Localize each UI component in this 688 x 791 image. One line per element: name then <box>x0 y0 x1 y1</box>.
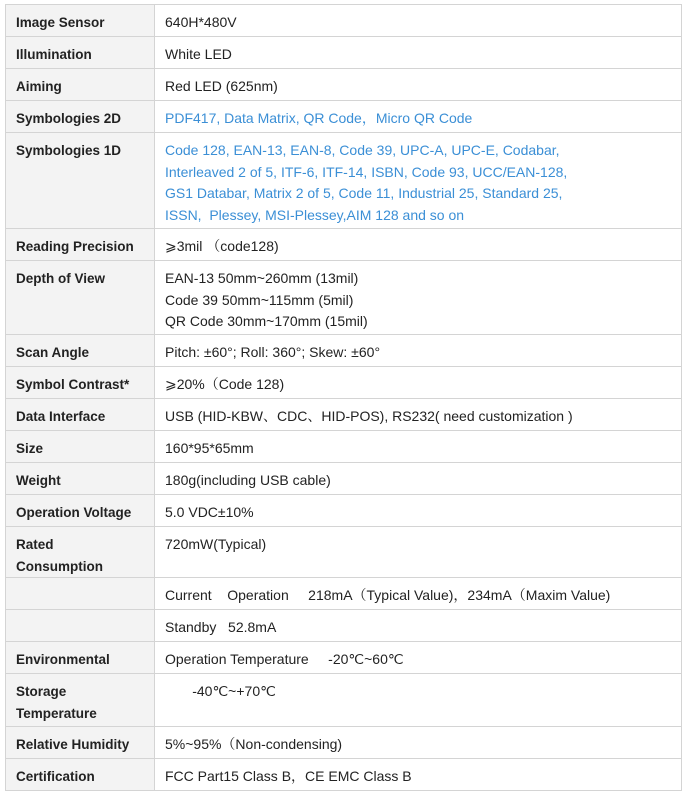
table-row <box>6 463 682 495</box>
row-value: ⩾3mil （code128) <box>155 229 682 261</box>
row-value-link[interactable] <box>155 133 682 229</box>
table-row <box>6 495 682 527</box>
table-row <box>6 229 682 261</box>
row-value: 160*95*65mm <box>155 431 682 463</box>
table-row <box>6 367 682 399</box>
table-row <box>6 335 682 367</box>
value-line: EAN-13 50mm~260mm (13mil) <box>165 270 359 286</box>
table-row <box>6 431 682 463</box>
value-line: Code 128, EAN-13, EAN-8, Code 39, UPC-A, UPC-E, Codabar, <box>165 142 560 158</box>
row-label: Scan Angle <box>6 335 155 367</box>
row-label: Weight <box>6 463 155 495</box>
row-value-link[interactable]: PDF417, Data Matrix, QR Code，Micro QR Code <box>155 101 682 133</box>
table-row <box>6 527 682 578</box>
row-label <box>6 578 155 610</box>
table-row <box>6 642 682 674</box>
row-label: Illumination <box>6 37 155 69</box>
row-label: Rated Consumption <box>6 527 155 578</box>
table-row <box>6 674 682 727</box>
row-value: Standby 52.8mA <box>155 610 682 642</box>
table-row <box>6 610 682 642</box>
row-label: Symbologies 2D <box>6 101 155 133</box>
table-row <box>6 133 682 229</box>
row-value: -40℃~+70℃ <box>155 674 682 727</box>
row-value: Operation Temperature -20℃~60℃ <box>155 642 682 674</box>
value-line: Code 39 50mm~115mm (5mil) <box>165 291 354 308</box>
value-line: QR Code 30mm~170mm (15mil) <box>165 313 368 329</box>
row-label: Reading Precision <box>6 229 155 261</box>
row-value: Red LED (625nm) <box>155 69 682 101</box>
row-value: ⩾20%（Code 128) <box>155 367 682 399</box>
row-label: Certification <box>6 759 155 791</box>
row-value: 5%~95%（Non-condensing) <box>155 727 682 759</box>
row-value: Current Operation 218mA（Typical Value)，234mA（Maxim Value) <box>155 578 682 610</box>
row-label: Environmental <box>6 642 155 674</box>
row-label: Data Interface <box>6 399 155 431</box>
row-label: Symbologies 1D <box>6 133 155 229</box>
row-value: White LED <box>155 37 682 69</box>
row-label: Relative Humidity <box>6 727 155 759</box>
row-value: USB (HID-KBW、CDC、HID-POS), RS232( need customization ) <box>155 399 682 431</box>
table-row <box>6 69 682 101</box>
table-row <box>6 759 682 791</box>
table-row <box>6 578 682 610</box>
row-value: 640H*480V <box>155 5 682 37</box>
row-value: 720mW(Typical) <box>155 527 682 578</box>
row-value <box>155 261 682 335</box>
label-line: Temperature <box>16 705 97 721</box>
row-label <box>6 610 155 642</box>
row-label: Size <box>6 431 155 463</box>
value-line: Interleaved 2 of 5, ITF-6, ITF-14, ISBN, Code 93, UCC/EAN-128, <box>165 163 568 180</box>
table-row <box>6 399 682 431</box>
row-value: 180g(including USB cable) <box>155 463 682 495</box>
table-row <box>6 37 682 69</box>
row-value: Pitch: ±60°; Roll: 360°; Skew: ±60° <box>155 335 682 367</box>
table-row <box>6 5 682 37</box>
table-row <box>6 101 682 133</box>
value-line: ISSN, Plessey, MSI-Plessey,AIM 128 and so on <box>165 206 465 223</box>
row-label <box>6 674 155 727</box>
spec-table <box>5 4 682 791</box>
row-label: Operation Voltage <box>6 495 155 527</box>
label-line: Storage <box>16 684 67 699</box>
row-value: FCC Part15 Class B，CE EMC Class B <box>155 759 682 791</box>
table-row <box>6 727 682 759</box>
table-row <box>6 261 682 335</box>
row-label: Image Sensor <box>6 5 155 37</box>
row-label: Depth of View <box>6 261 155 335</box>
row-value: 5.0 VDC±10% <box>155 495 682 527</box>
row-label: Aiming <box>6 69 155 101</box>
row-label: Symbol Contrast* <box>6 367 155 399</box>
value-line: GS1 Databar, Matrix 2 of 5, Code 11, Industrial 25, Standard 25, <box>165 185 563 201</box>
